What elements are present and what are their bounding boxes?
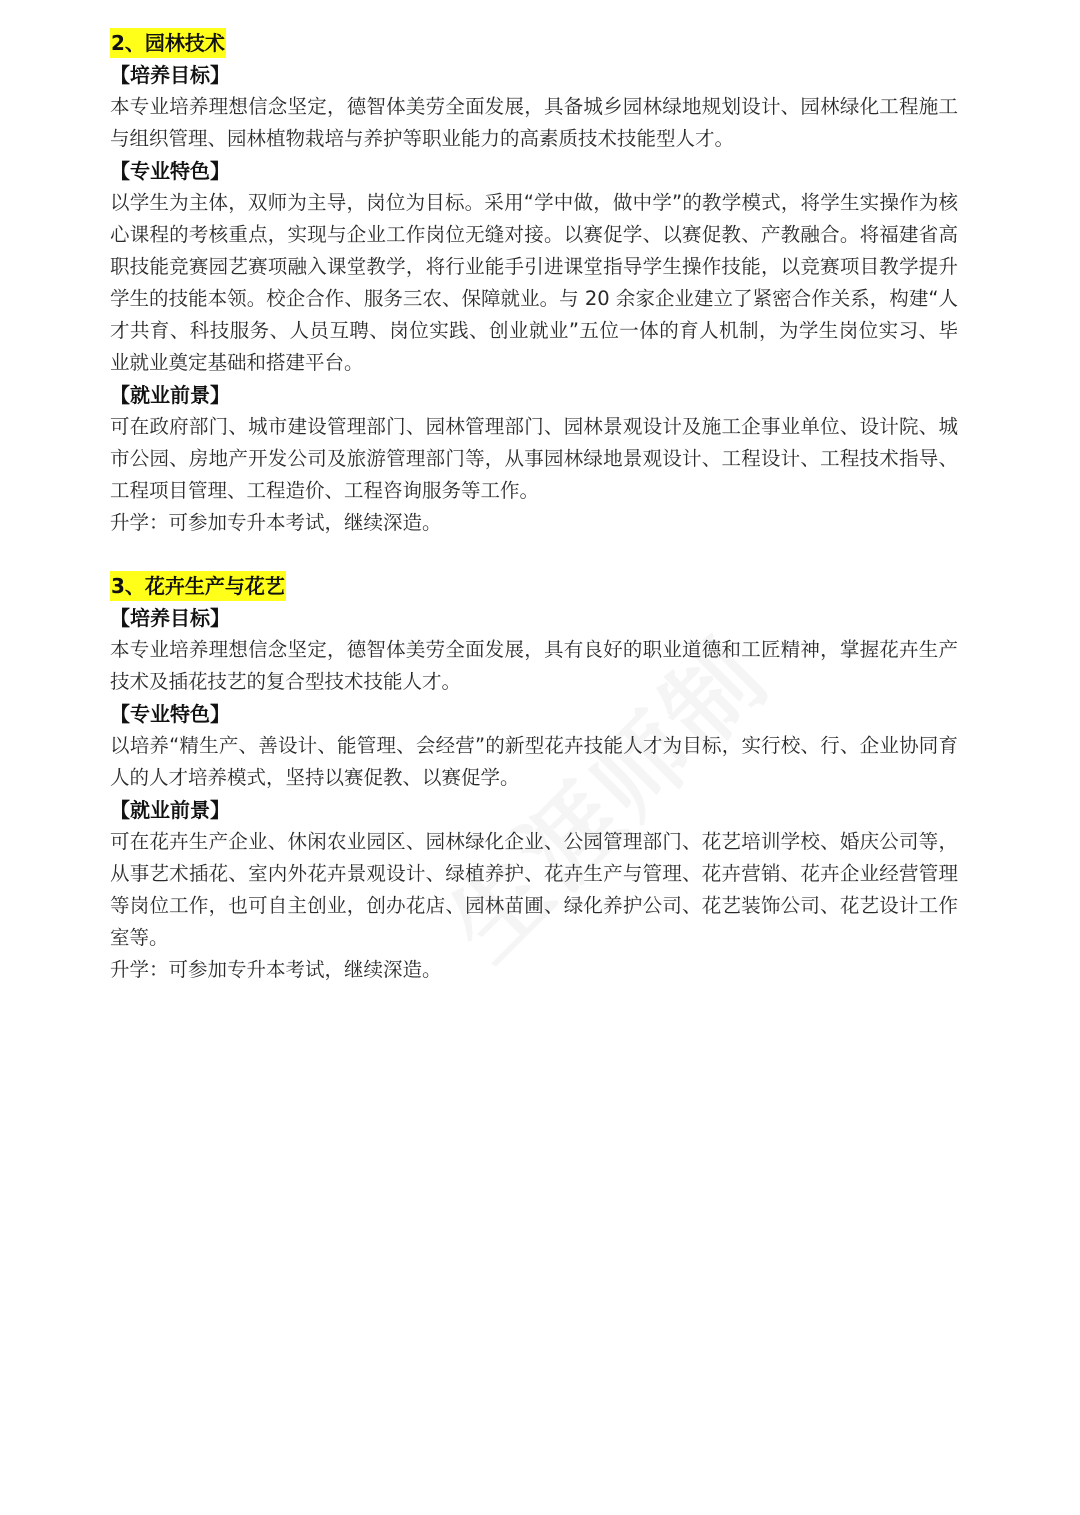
section-title: 2、园林技术 <box>110 28 226 58</box>
section-landscape-technology <box>110 28 958 539</box>
goal-label: 【培养目标】 <box>110 606 230 630</box>
goal-label: 【培养目标】 <box>110 63 230 87</box>
career-text: 可在花卉生产企业、休闲农业园区、园林绿化企业、公园管理部门、花艺培训学校、婚庆公司等，从事艺术插花、室内外花卉景观设计、绿植养护、花卉生产与管理、花卉营销、花卉企业经营管理等岗位工作，也可自主创业，创办花店、园林苗圃、绿化养护公司、花艺装饰公司、花艺设计工作室等。 <box>110 830 958 949</box>
goal-text: 本专业培养理想信念坚定，德智体美劳全面发展，具备城乡园林绿地规划设计、园林绿化工程施工与组织管理、园林植物栽培与养护等职业能力的高素质技术技能型人才。 <box>110 95 958 150</box>
feature-label: 【专业特色】 <box>110 702 230 726</box>
further-study-text: 升学：可参加专升本考试，继续深造。 <box>110 958 442 981</box>
section-title: 3、花卉生产与花艺 <box>110 571 286 601</box>
feature-label: 【专业特色】 <box>110 159 230 183</box>
further-study-text: 升学：可参加专升本考试，继续深造。 <box>110 511 442 534</box>
career-label: 【就业前景】 <box>110 383 230 407</box>
document-page <box>110 28 958 986</box>
goal-text: 本专业培养理想信念坚定，德智体美劳全面发展，具有良好的职业道德和工匠精神，掌握花卉生产技术及插花技艺的复合型技术技能人才。 <box>110 638 958 693</box>
section-flower-production <box>110 571 958 986</box>
feature-text: 以培养“精生产、善设计、能管理、会经营”的新型花卉技能人才为目标，实行校、行、企业协同育人的人才培养模式，坚持以赛促教、以赛促学。 <box>110 734 958 789</box>
career-text: 可在政府部门、城市建设管理部门、园林管理部门、园林景观设计及施工企事业单位、设计院、城市公园、房地产开发公司及旅游管理部门等，从事园林绿地景观设计、工程设计、工程技术指导、工程项目管理、工程造价、工程咨询服务等工作。 <box>110 415 958 502</box>
career-label: 【就业前景】 <box>110 798 230 822</box>
feature-text: 以学生为主体，双师为主导，岗位为目标。采用“学中做，做中学”的教学模式，将学生实操作为核心课程的考核重点，实现与企业工作岗位无缝对接。以赛促学、以赛促教、产教融合。将福建省高职技能竞赛园艺赛项融入课堂教学，将行业能手引进课堂指导学生操作技能，以竞赛项目教学提升学生的技能本领。校企合作、服务三农、保障就业。与 20 余家企业建立了紧密合作关系，构建“人才共育、科技服务、人员互聘、岗位实践、创业就业”五位一体的育人机制，为学生岗位实习、毕业就业奠定基础和搭建平台。 <box>110 191 958 374</box>
